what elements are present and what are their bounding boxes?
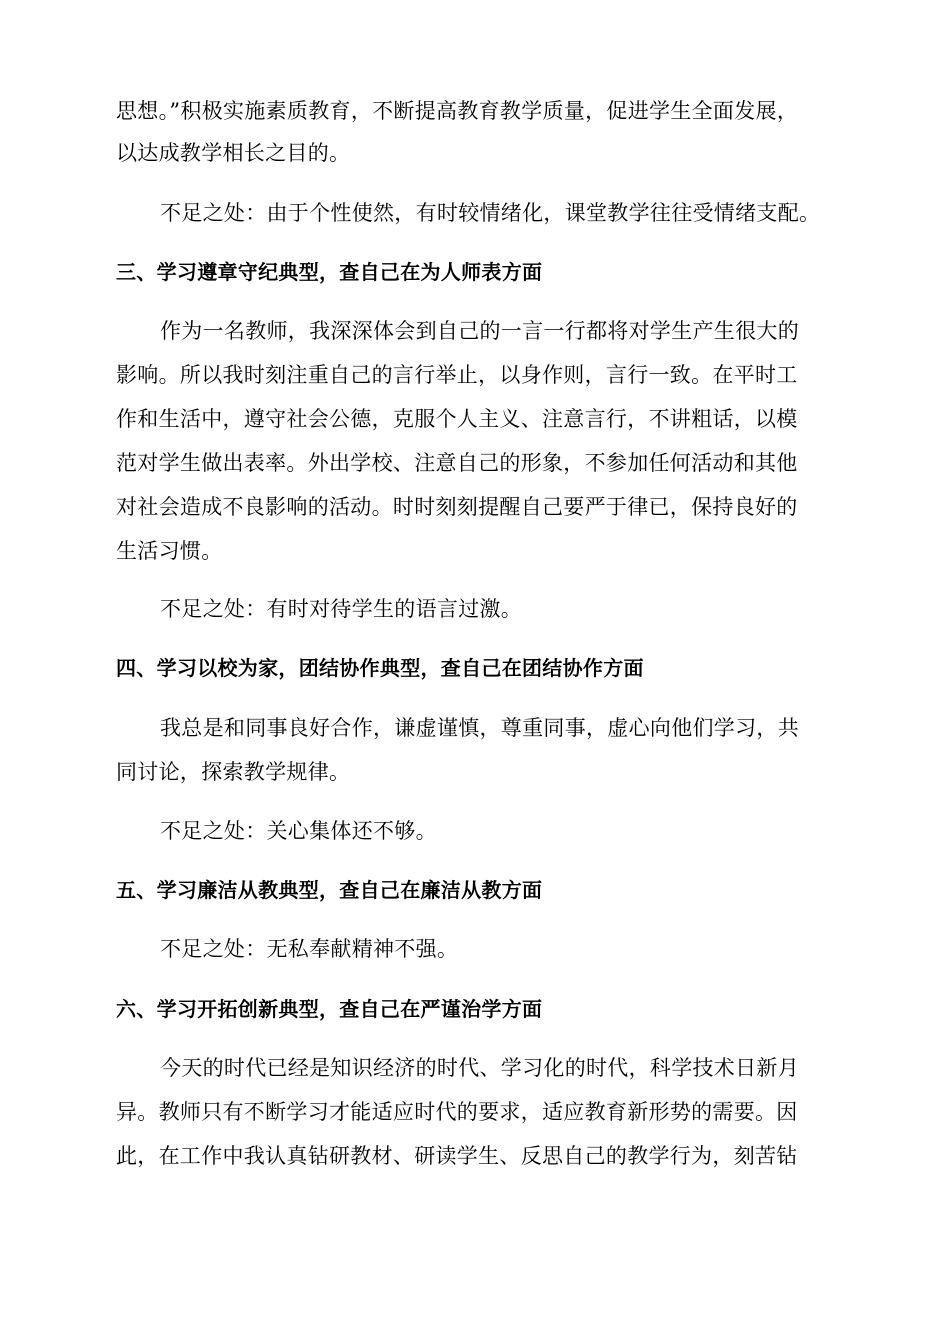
paragraph-line: 不足之处：由于个性使然，有时较情绪化，课堂教学往往受情绪支配。 [160, 201, 821, 225]
paragraph-line: 不足之处：无私奉献精神不强。 [160, 937, 459, 961]
paragraph-line: 影响。所以我时刻注重自己的言行举止，以身作则，言行一致。在平时工 [116, 363, 798, 387]
section-heading: 四、学习以校为家，团结协作典型，查自己在团结协作方面 [116, 656, 644, 680]
paragraph-line: 不足之处：有时对待学生的语言过激。 [160, 597, 523, 621]
paragraph-line: 同讨论，探索教学规律。 [116, 760, 351, 784]
paragraph-line: 对社会造成不良影响的活动。时时刻刻提醒自己要严于律已，保持良好的 [116, 495, 798, 519]
paragraph-line: 我总是和同事良好合作，谦虚谨慎，尊重同事，虚心向他们学习，共 [160, 716, 799, 740]
section-heading: 三、学习遵章守纪典型，查自己在为人师表方面 [116, 260, 543, 284]
paragraph-line: 范对学生做出表率。外出学校、注意自己的形象，不参加任何活动和其他 [116, 451, 798, 475]
paragraph-line: 思想。”积极实施素质教育，不断提高教育教学质量，促进学生全面发展， [116, 99, 799, 123]
paragraph-line: 作和生活中，遵守社会公德，克服个人主义、注意言行，不讲粗话，以模 [116, 407, 798, 431]
section-heading: 五、学习廉洁从教典型，查自己在廉洁从教方面 [116, 878, 543, 902]
paragraph-line: 异。教师只有不断学习才能适应时代的要求，适应教育新形势的需要。因 [116, 1100, 798, 1124]
paragraph-line: 生活习惯。 [116, 539, 223, 563]
paragraph-line: 不足之处：关心集体还不够。 [160, 819, 437, 843]
paragraph-line: 今天的时代已经是知识经济的时代、学习化的时代，科学技术日新月 [160, 1056, 799, 1080]
paragraph-line: 此，在工作中我认真钻研教材、研读学生、反思自己的教学行为，刻苦钻 [116, 1144, 798, 1168]
paragraph-line: 作为一名教师，我深深体会到自己的一言一行都将对学生产生很大的 [160, 319, 799, 343]
section-heading: 六、学习开拓创新典型，查自己在严谨治学方面 [116, 997, 543, 1021]
paragraph-line: 以达成教学相长之目的。 [116, 141, 351, 165]
